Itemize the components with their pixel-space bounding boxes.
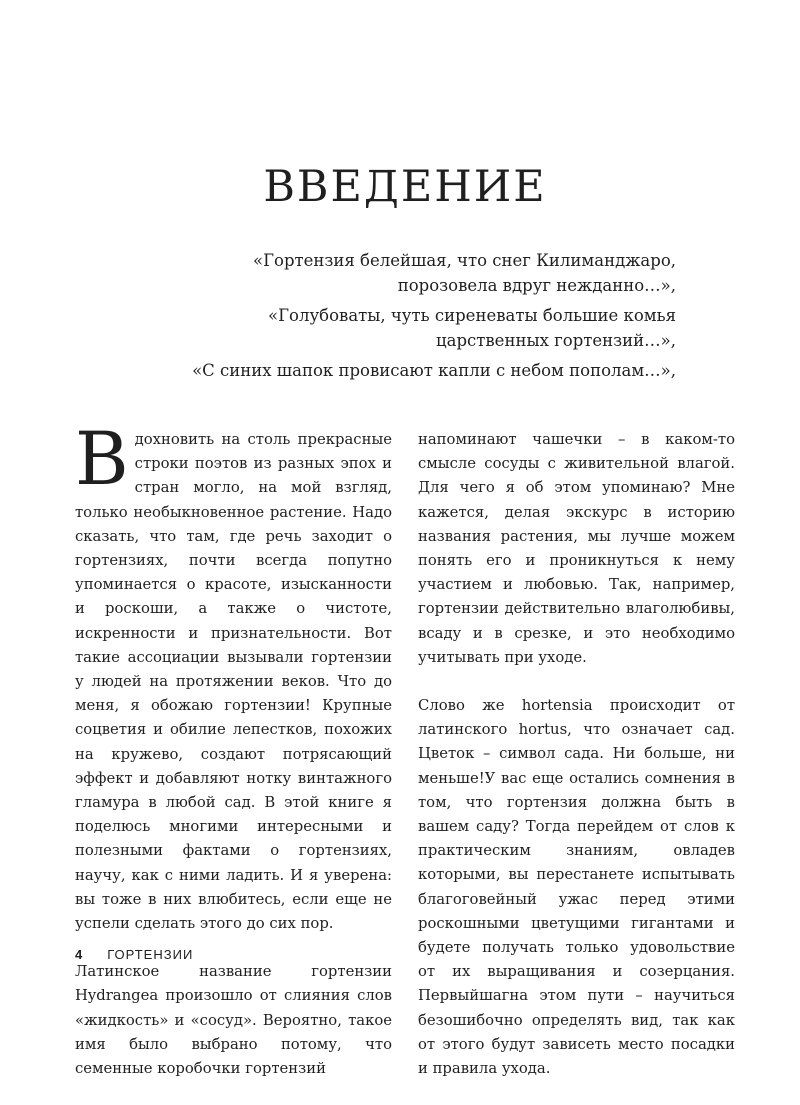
paragraph xyxy=(75,417,392,936)
epigraph-line: «Гортензия белейшая, что снег Килиманджаро, порозовела вдруг нежданно…», xyxy=(252,251,676,295)
paragraph: Слово же hortensia происходит от латинского hortus, что означает сад. Цветок – символ сада. Ни больше, ни меньше!У вас еще остались сомнения в том, что гортензия должна быть в вашем саду? Тогда перейдем от слов к практическим знаниям, овладев которыми, вы перестанете испытывать благоговейный ужас перед этими роскошными цветущими гигантами и будете получать только удовольствие от их выращивания и созерцания. Первыйшагна этом пути – научиться безошибочно определять вид, так как от этого будут зависеть место посадки и правила ухода. xyxy=(418,697,735,1078)
paragraph: Латинское название гортензии Hydrangea произошло от слияния слов «жидкость» и «сосуд». Вероятно, такое имя было выбрано потому, что семенные коробочки гортензий xyxy=(75,963,392,1078)
left-column xyxy=(75,417,392,1105)
paragraph: напоминают чашечки – в каком-то смысле сосуды с живительной влагой. Для чего я об этом упоминаю? Мне кажется, делая экскурс в историю названия растения, мы лучше можем понять его и проникнуться к нему участием и любовью. Так, например, гортензии действительно влаголюбивы, всаду и в срезке, и это необходимо учитывать при уходе. xyxy=(418,431,735,666)
epigraph xyxy=(190,248,676,388)
drop-cap: В xyxy=(75,417,129,502)
page-number: 4 xyxy=(75,947,84,962)
epigraph-line: «Голубоваты, чуть сиреневаты большие комья царственных гортензий…», xyxy=(268,306,676,350)
page-title: ВВЕДЕНИЕ xyxy=(263,162,547,212)
running-title: ГОРТЕНЗИИ xyxy=(107,947,194,962)
epigraph-line: «С синих шапок провисают капли с небом пополам…», xyxy=(192,361,676,380)
page-footer xyxy=(75,947,193,962)
right-column xyxy=(418,428,735,1105)
paragraph-text: дохновить на столь прекрасные строки поэтов из разных эпох и стран могло, на мой взгляд, только необыкновенное растение. Надо сказать, что там, где речь заходит о гортензиях, почти всегда попутно упоминается о красоте, изысканности и роскоши, а также о чистоте, искренности и признательности. Вот такие ассоциации вызывали гортензии у людей на протяжении веков. Что до меня, я обожаю гортензии! Крупные соцветия и обилие лепестков, похожих на кружево, создают потрясающий эффект и добавляют нотку винтажного гламура в любой сад. В этой книге я поделюсь многими интересными и полезными фактами о гортензиях, научу, как с ними ладить. И я уверена: вы тоже в них влюбитесь, если еще не успели сделать этого до сих пор. xyxy=(75,431,392,933)
